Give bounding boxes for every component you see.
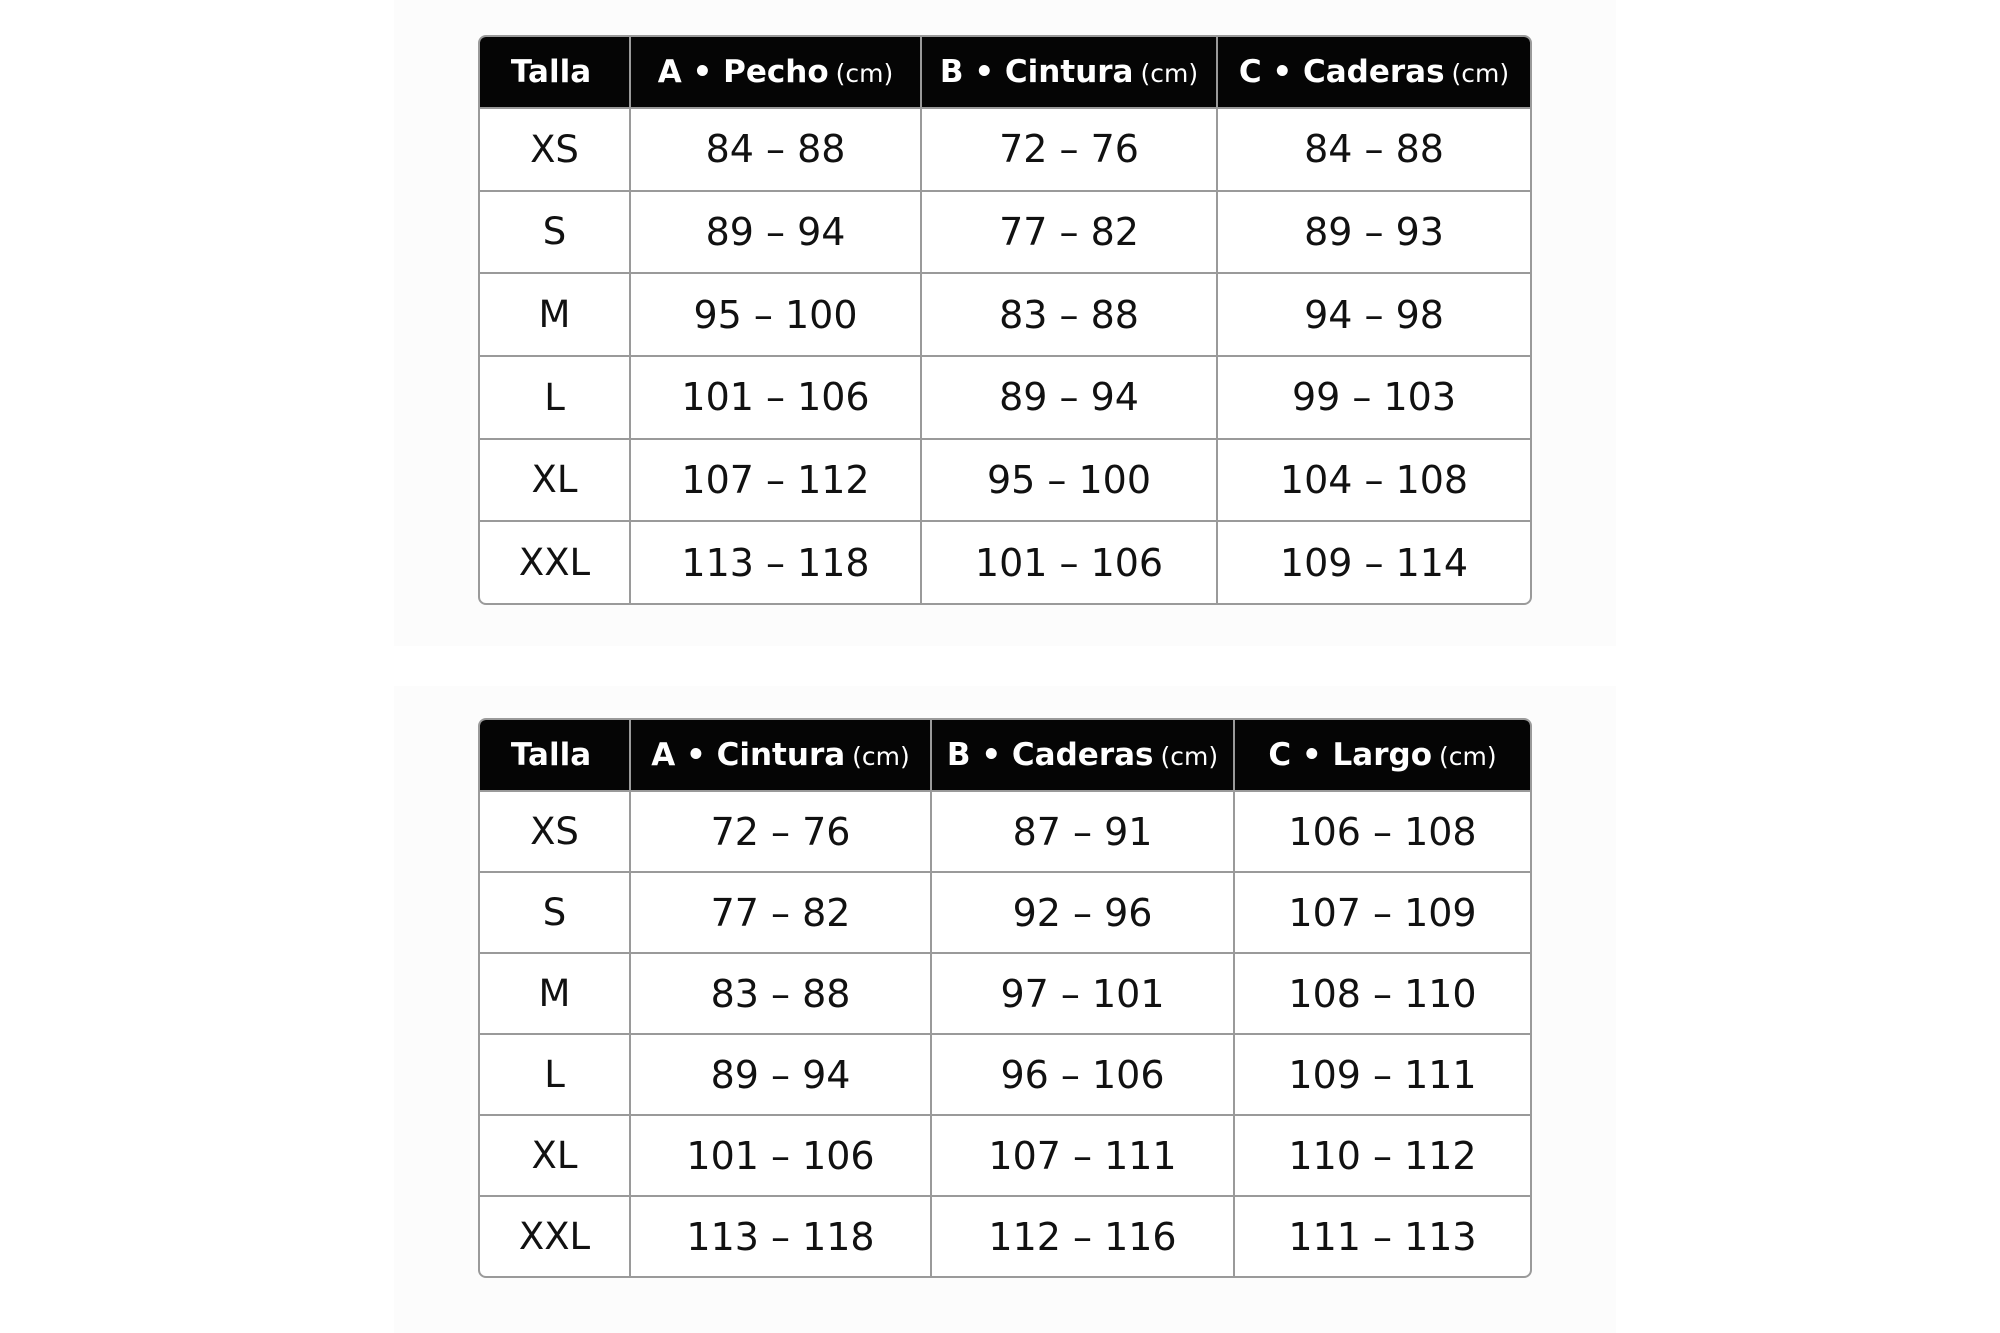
column-unit: (cm) — [835, 59, 894, 88]
table-row — [480, 871, 1530, 952]
table-row — [480, 1195, 1530, 1276]
measurement-cell: 72 – 76 — [629, 790, 930, 871]
size-label-cell: M — [480, 952, 629, 1033]
table-row — [480, 272, 1530, 355]
measurement-cell: 113 – 118 — [629, 1195, 930, 1276]
column-header — [1216, 37, 1530, 107]
column-unit: (cm) — [1140, 59, 1199, 88]
table-header-row — [480, 37, 1530, 107]
measurement-cell: 107 – 111 — [930, 1114, 1233, 1195]
size-label-cell: XL — [480, 1114, 629, 1195]
measurement-cell: 87 – 91 — [930, 790, 1233, 871]
measurement-cell: 72 – 76 — [920, 107, 1216, 190]
column-title: C • Caderas — [1238, 54, 1445, 90]
table-row — [480, 520, 1530, 603]
size-label-cell: XS — [480, 790, 629, 871]
measurement-cell: 113 – 118 — [629, 520, 920, 603]
column-unit: (cm) — [852, 742, 910, 771]
table-row — [480, 1033, 1530, 1114]
measurement-cell: 96 – 106 — [930, 1033, 1233, 1114]
column-title: Talla — [510, 737, 592, 773]
column-header — [1233, 720, 1530, 790]
measurement-cell: 83 – 88 — [629, 952, 930, 1033]
measurement-cell: 106 – 108 — [1233, 790, 1530, 871]
measurement-cell: 94 – 98 — [1216, 272, 1530, 355]
size-label-cell: XXL — [480, 520, 629, 603]
size-label-cell: XL — [480, 438, 629, 521]
measurement-cell: 89 – 93 — [1216, 190, 1530, 273]
measurement-cell: 97 – 101 — [930, 952, 1233, 1033]
size-label-cell: M — [480, 272, 629, 355]
column-unit: (cm) — [1439, 742, 1497, 771]
column-unit: (cm) — [1451, 59, 1510, 88]
measurement-cell: 99 – 103 — [1216, 355, 1530, 438]
table-header-row — [480, 720, 1530, 790]
table-row — [480, 355, 1530, 438]
measurement-cell: 108 – 110 — [1233, 952, 1530, 1033]
measurement-cell: 84 – 88 — [629, 107, 920, 190]
measurement-cell: 89 – 94 — [920, 355, 1216, 438]
table-row — [480, 438, 1530, 521]
column-header — [480, 37, 629, 107]
measurement-cell: 95 – 100 — [920, 438, 1216, 521]
column-header — [920, 37, 1216, 107]
measurement-cell: 95 – 100 — [629, 272, 920, 355]
measurement-cell: 107 – 109 — [1233, 871, 1530, 952]
table-row — [480, 1114, 1530, 1195]
table-row — [480, 107, 1530, 190]
measurement-cell: 92 – 96 — [930, 871, 1233, 952]
measurement-cell: 84 – 88 — [1216, 107, 1530, 190]
measurement-cell: 77 – 82 — [920, 190, 1216, 273]
table-row — [480, 952, 1530, 1033]
measurement-cell: 83 – 88 — [920, 272, 1216, 355]
column-title: Talla — [510, 54, 592, 90]
column-unit: (cm) — [1160, 742, 1219, 771]
measurement-cell: 104 – 108 — [1216, 438, 1530, 521]
measurement-cell: 109 – 114 — [1216, 520, 1530, 603]
table-row — [480, 790, 1530, 871]
column-header — [629, 37, 920, 107]
size-label-cell: XXL — [480, 1195, 629, 1276]
measurement-cell: 101 – 106 — [629, 1114, 930, 1195]
measurement-cell: 107 – 112 — [629, 438, 920, 521]
size-chart-table-top — [478, 35, 1532, 605]
column-title: B • Caderas — [946, 737, 1154, 773]
size-chart-table-bottom — [478, 718, 1532, 1278]
column-title: C • Largo — [1268, 737, 1432, 773]
size-label-cell: S — [480, 871, 629, 952]
size-label-cell: S — [480, 190, 629, 273]
table-row — [480, 190, 1530, 273]
measurement-cell: 89 – 94 — [629, 190, 920, 273]
column-header — [930, 720, 1233, 790]
column-title: B • Cintura — [939, 54, 1134, 90]
column-title: A • Cintura — [651, 737, 846, 773]
measurement-cell: 112 – 116 — [930, 1195, 1233, 1276]
measurement-cell: 110 – 112 — [1233, 1114, 1530, 1195]
size-label-cell: L — [480, 355, 629, 438]
measurement-cell: 111 – 113 — [1233, 1195, 1530, 1276]
column-title: A • Pecho — [657, 54, 829, 90]
measurement-cell: 101 – 106 — [629, 355, 920, 438]
measurement-cell: 77 – 82 — [629, 871, 930, 952]
measurement-cell: 89 – 94 — [629, 1033, 930, 1114]
measurement-cell: 109 – 111 — [1233, 1033, 1530, 1114]
size-label-cell: XS — [480, 107, 629, 190]
size-label-cell: L — [480, 1033, 629, 1114]
measurement-cell: 101 – 106 — [920, 520, 1216, 603]
column-header — [629, 720, 930, 790]
column-header — [480, 720, 629, 790]
